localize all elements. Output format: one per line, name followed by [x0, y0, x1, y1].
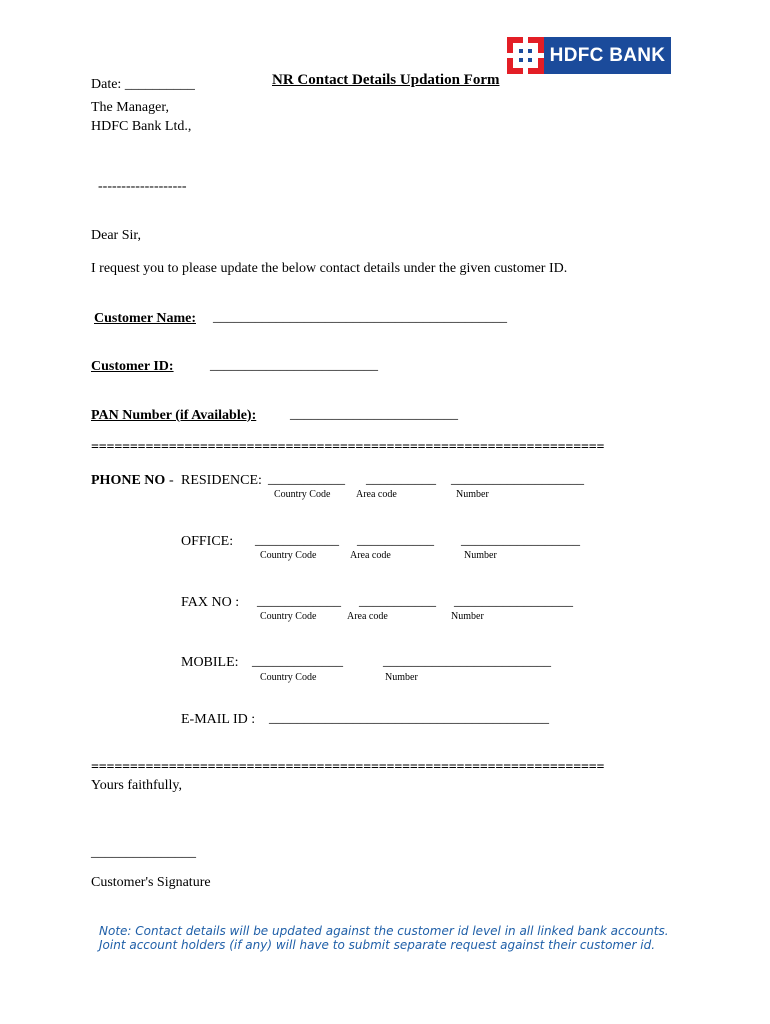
logo-text: HDFC BANK — [544, 37, 671, 74]
office-number-caption: Number — [464, 550, 497, 561]
hdfc-logo-mark — [507, 37, 544, 74]
fax-area-code-caption: Area code — [347, 611, 388, 622]
email-field[interactable]: ________________________________________ — [269, 711, 549, 726]
residence-label: RESIDENCE: — [181, 473, 262, 488]
note-line-1: Note: Contact details will be updated against the customer id level in all linked bank accounts. — [99, 924, 669, 938]
date-field: Date: __________ — [91, 77, 195, 92]
office-label: OFFICE: — [181, 534, 234, 549]
fax-area-code-field[interactable]: ___________ — [359, 594, 436, 609]
residence-area-code-field[interactable]: __________ — [366, 472, 436, 487]
office-area-code-caption: Area code — [350, 550, 391, 561]
residence-number-field[interactable]: ___________________ — [451, 472, 584, 487]
customer-id-field[interactable]: ________________________ — [210, 358, 378, 373]
separator-top: ================================================================== — [91, 440, 605, 455]
fax-number-caption: Number — [451, 611, 484, 622]
hdfc-bank-logo — [507, 37, 671, 74]
address-line-2: HDFC Bank Ltd., — [91, 119, 192, 134]
signature-line[interactable]: _______________ — [91, 845, 196, 860]
customer-name-field[interactable]: __________________________________________ — [213, 310, 507, 325]
note-line-2: Joint account holders (if any) will have to submit separate request against their customer id. — [99, 938, 656, 952]
form-title: NR Contact Details Updation Form — [272, 72, 500, 88]
mobile-number-field[interactable]: ________________________ — [383, 654, 551, 669]
mobile-number-caption: Number — [385, 672, 418, 683]
phone-no-dash: - — [169, 473, 174, 488]
office-country-code-field[interactable]: ____________ — [255, 533, 339, 548]
address-line-1: The Manager, — [91, 100, 169, 115]
email-label: E-MAIL ID : — [181, 712, 256, 727]
phone-no-label: PHONE NO — [91, 473, 166, 488]
residence-country-code-field[interactable]: ___________ — [268, 472, 345, 487]
mobile-country-code-caption: Country Code — [260, 672, 317, 683]
fax-label: FAX NO : — [181, 595, 240, 610]
request-text: I request you to please update the below contact details under the given customer ID. — [91, 261, 568, 276]
pan-number-field[interactable]: ________________________ — [290, 407, 458, 422]
residence-country-code-caption: Country Code — [274, 489, 331, 500]
fax-country-code-caption: Country Code — [260, 611, 317, 622]
mobile-country-code-field[interactable]: _____________ — [252, 654, 343, 669]
fax-number-field[interactable]: _________________ — [454, 594, 573, 609]
residence-area-code-caption: Area code — [356, 489, 397, 500]
signature-label: Customer's Signature — [91, 875, 211, 890]
fax-country-code-field[interactable]: ____________ — [257, 594, 341, 609]
separator-bottom: ================================================================== — [91, 760, 605, 775]
pan-number-label: PAN Number (if Available): — [91, 408, 257, 423]
customer-id-label: Customer ID: — [91, 359, 174, 374]
closing-yours-faithfully: Yours faithfully, — [91, 778, 183, 793]
office-area-code-field[interactable]: ___________ — [357, 533, 434, 548]
salutation: Dear Sir, — [91, 228, 141, 243]
customer-name-label: Customer Name: — [94, 311, 196, 326]
office-country-code-caption: Country Code — [260, 550, 317, 561]
mobile-label: MOBILE: — [181, 655, 239, 670]
office-number-field[interactable]: _________________ — [461, 533, 580, 548]
residence-number-caption: Number — [456, 489, 489, 500]
address-line-3: ------------------- — [98, 179, 187, 194]
